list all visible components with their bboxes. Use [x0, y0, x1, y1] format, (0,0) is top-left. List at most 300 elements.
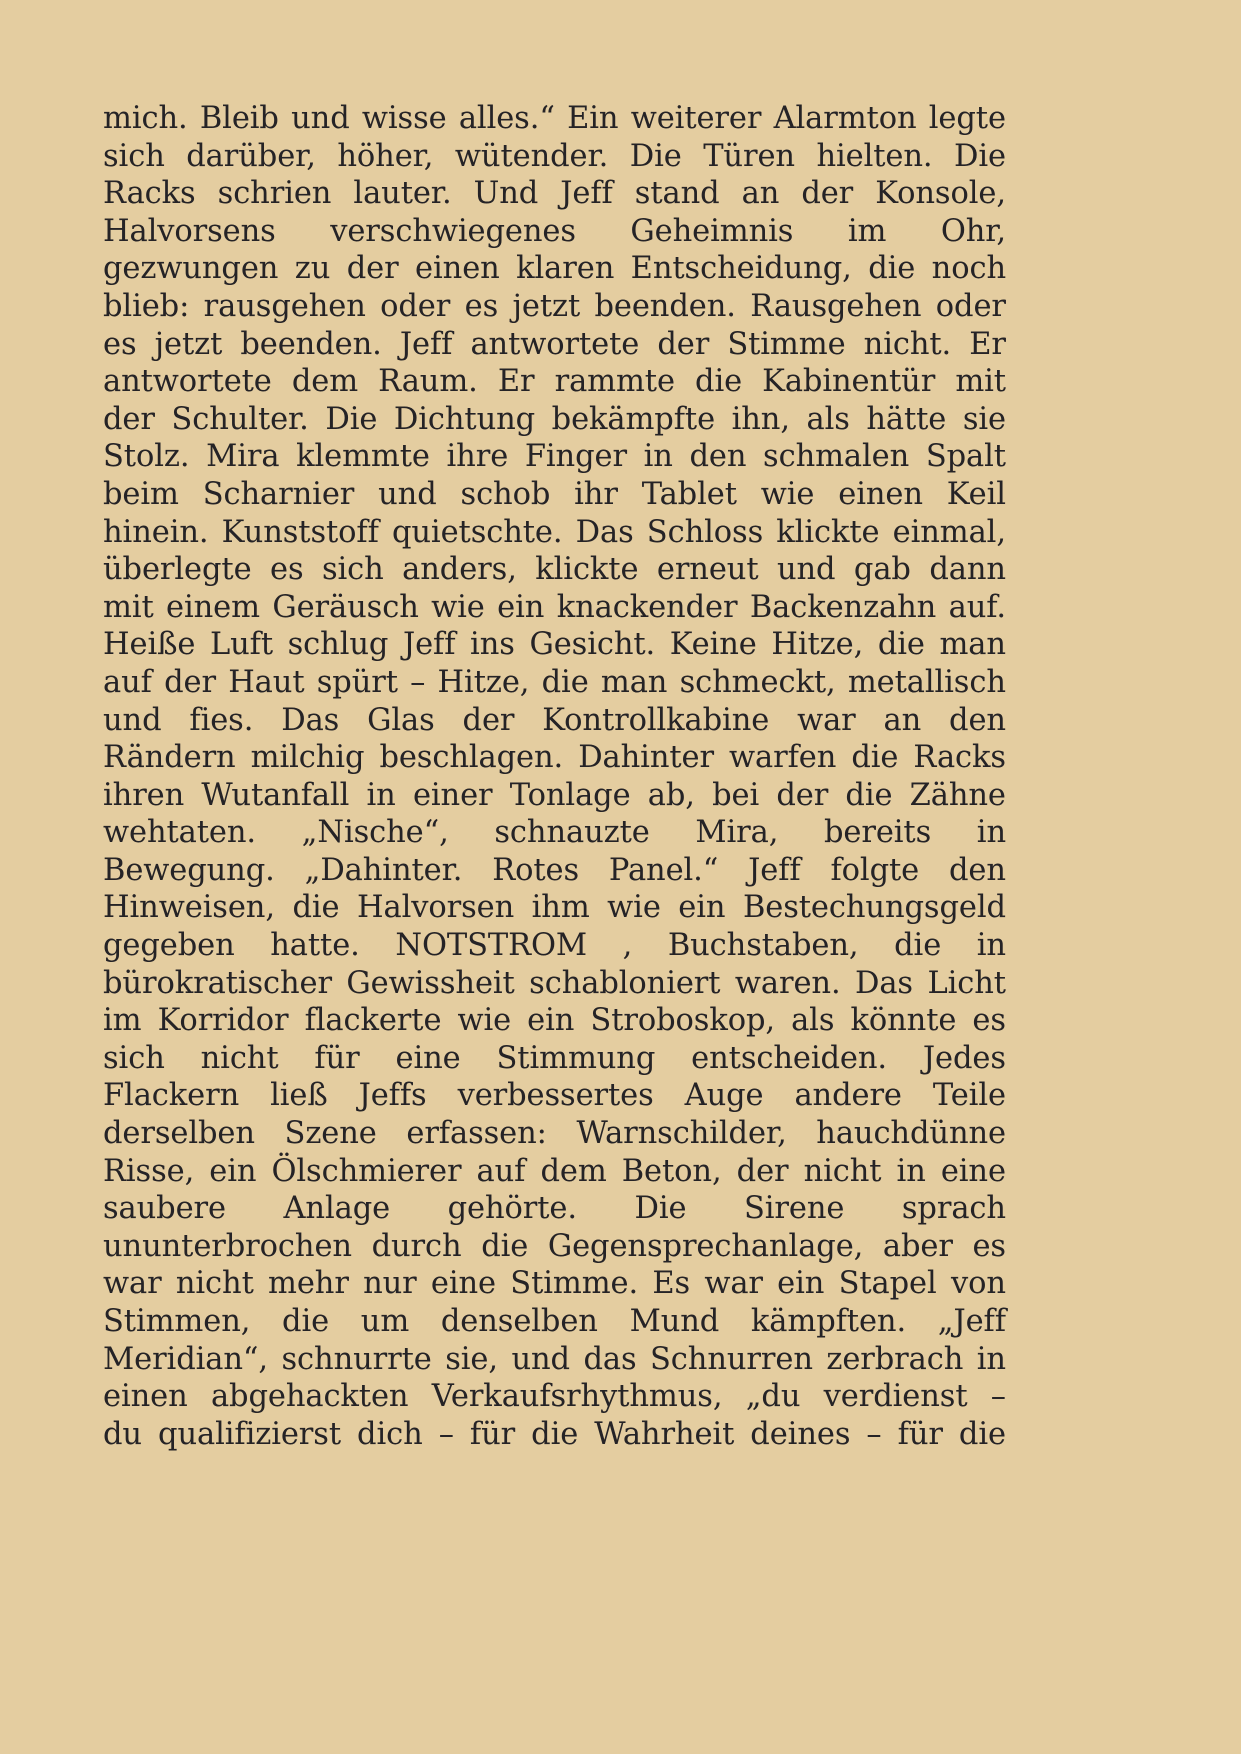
text-word: mit [955, 364, 1006, 400]
text-word: die [282, 1304, 330, 1339]
text-line [103, 702, 1006, 740]
text-word: spürt [316, 664, 398, 700]
text-word: schabloniert [529, 965, 721, 1001]
text-word: und [776, 552, 836, 588]
text-word: gab [853, 552, 911, 588]
text-word: den [689, 439, 747, 475]
text-word: gezwungen [103, 251, 279, 287]
text-word: durch [371, 1228, 462, 1264]
text-word: einer [412, 777, 493, 813]
text-word: Konsole, [875, 176, 1006, 212]
text-word: der [736, 1153, 789, 1189]
text-word: Meridian“, [103, 1341, 269, 1377]
text-word: saubere [103, 1191, 226, 1227]
text-word: der [164, 664, 216, 700]
text-word: im [847, 213, 887, 249]
text-word: warfen [729, 740, 837, 776]
text-word: wehtaten. [103, 815, 256, 851]
text-word: noch [931, 251, 1006, 287]
text-line [103, 250, 1006, 288]
text-word: der [776, 777, 829, 813]
text-word: eine [430, 1266, 497, 1302]
text-word: Jeff [402, 627, 456, 663]
text-line [103, 1153, 1006, 1191]
text-word: Keil [946, 476, 1006, 512]
text-word: Luft [209, 627, 273, 663]
text-line [103, 1303, 1006, 1341]
text-line [103, 1190, 1006, 1228]
text-word: Scharnier [202, 476, 355, 512]
text-line [103, 175, 1006, 213]
text-word: blieb: [103, 288, 190, 324]
text-word: in [643, 439, 673, 475]
text-word: entscheiden. [691, 1040, 888, 1076]
text-word: kämpften. [750, 1304, 907, 1339]
text-word: ein [497, 589, 545, 625]
text-word: Licht [927, 965, 1006, 1001]
text-word: die [851, 740, 899, 776]
text-word: Mira [206, 439, 280, 475]
text-word: ununterbrochen [103, 1228, 352, 1264]
text-line [103, 1002, 1006, 1040]
text-word: die [541, 664, 589, 700]
text-word: Finger [524, 439, 627, 475]
text-word: Racks [913, 740, 1006, 776]
text-line [103, 363, 1006, 401]
text-word: könnte [850, 1003, 957, 1039]
text-word: klickte [776, 514, 880, 550]
text-word: abgehackten [210, 1379, 409, 1415]
text-word: war [704, 1266, 763, 1302]
text-word: verbessertes [457, 1078, 654, 1114]
text-word: Hitze, [771, 627, 864, 663]
text-word: schmeckt, [679, 664, 836, 700]
text-word: Er [969, 326, 1006, 362]
text-word: war [103, 1266, 162, 1302]
text-word: man [939, 627, 1006, 663]
text-word: weiterer [630, 101, 762, 136]
text-line [103, 1341, 1006, 1379]
text-word: auf [476, 1153, 526, 1189]
text-word: ihre [446, 439, 509, 475]
text-line [103, 852, 1006, 890]
text-word: Flackern [103, 1078, 240, 1114]
text-word: den [949, 852, 1006, 888]
text-word: Stimme [727, 326, 846, 362]
text-line [103, 739, 1006, 777]
text-word: das [583, 1341, 637, 1377]
text-word: mehr [268, 1266, 349, 1302]
text-word: die [292, 890, 340, 926]
text-word: ließ [270, 1078, 328, 1114]
text-word: wütender. [454, 138, 609, 174]
text-word: Stroboskop, [590, 1003, 776, 1039]
text-line [103, 1265, 1006, 1303]
text-word: als [791, 1003, 835, 1039]
text-word: Schnurren [650, 1341, 813, 1377]
text-word: Jedes [922, 1040, 1006, 1076]
text-word: an [883, 702, 922, 738]
text-word: Teile [932, 1078, 1006, 1114]
text-word: schmalen [763, 439, 910, 475]
text-word: schnauzte [494, 815, 650, 851]
text-word: dich [357, 1416, 423, 1452]
text-word: auf. [948, 589, 1006, 625]
text-word: Kunststoff [221, 514, 379, 550]
text-word: Gegensprechanlage, [547, 1228, 864, 1264]
text-word: ein [678, 890, 726, 926]
text-line [103, 1416, 1006, 1454]
text-line [103, 326, 1006, 364]
text-line [103, 664, 1006, 702]
text-word: wie [431, 589, 485, 625]
text-word: Jeff [748, 852, 801, 888]
text-word: die [958, 1416, 1006, 1452]
text-word: du [103, 1416, 142, 1452]
text-word: war [797, 702, 856, 738]
text-word: ab, [647, 777, 695, 813]
text-word: dann [929, 552, 1006, 588]
text-word: hätte [866, 401, 947, 437]
text-word: für [469, 1416, 516, 1452]
text-word: schlug [287, 627, 389, 663]
text-word: und [378, 476, 437, 512]
text-word: metallisch [847, 664, 1006, 700]
text-word: hatte. [270, 928, 360, 964]
text-word: erneut [656, 552, 759, 588]
text-word: klaren [516, 251, 615, 287]
text-word: jetzt [154, 326, 223, 362]
text-word: wisse [361, 101, 447, 136]
text-word: Rausgehen [750, 288, 922, 324]
text-word: – [438, 1416, 454, 1452]
text-word: antwortete [470, 326, 640, 362]
text-word: die [481, 1228, 529, 1264]
text-word: Sirene [743, 1191, 845, 1227]
text-word: beschlagen. [379, 740, 564, 776]
text-line [103, 777, 1006, 815]
text-word: Risse, [103, 1153, 195, 1189]
text-line [103, 138, 1006, 176]
text-word: flackerte [304, 1003, 442, 1039]
text-word: der [346, 251, 399, 287]
text-word: Anlage [283, 1191, 391, 1227]
text-word: Tablet [641, 476, 737, 512]
text-word: Bleib [199, 101, 279, 136]
text-word: anders, [402, 552, 517, 588]
text-word: „Nische“, [301, 815, 449, 851]
text-word: mit [103, 589, 154, 625]
text-word: die [894, 928, 942, 964]
text-word: Auge [684, 1078, 764, 1114]
text-word: nicht [803, 1153, 882, 1189]
text-word: Zähne [909, 777, 1006, 813]
text-word: ein [527, 1003, 575, 1039]
text-word: es [270, 552, 304, 588]
text-word: sie, [445, 1341, 498, 1377]
text-word: es [464, 288, 499, 324]
text-word: deines [750, 1416, 851, 1452]
text-word: Warnschilder, [576, 1116, 787, 1152]
text-word: die [531, 1416, 579, 1452]
text-line [103, 1077, 1006, 1115]
text-word: und [511, 1341, 570, 1377]
text-word: verschwiegenes [330, 213, 576, 249]
text-word: derselben [103, 1116, 255, 1152]
text-line [103, 1040, 1006, 1078]
text-word: beenden. [594, 288, 736, 324]
text-word: einen [415, 251, 500, 287]
text-word: Er [497, 364, 535, 400]
text-word: Das [281, 702, 340, 738]
text-word: legte [928, 101, 1006, 136]
text-word: Jeff [399, 326, 453, 362]
text-word: andere [794, 1078, 902, 1114]
text-word: stand [634, 176, 720, 212]
text-word: eine [395, 1040, 461, 1076]
text-word: Spalt [925, 439, 1006, 475]
text-word: erfassen: [406, 1116, 547, 1152]
text-word: in [976, 1341, 1006, 1377]
text-line [103, 626, 1006, 664]
text-word: Dahinter [578, 740, 714, 776]
text-word: überlegte [103, 552, 252, 588]
text-line [103, 965, 1006, 1003]
text-word: lauter. [353, 176, 452, 212]
text-word: in [366, 777, 396, 813]
text-word: ihren [103, 777, 185, 813]
text-line [103, 438, 1006, 476]
text-word: sich [103, 1040, 165, 1076]
text-word: der [801, 176, 854, 212]
text-line [103, 551, 1006, 589]
text-word: wie [607, 890, 661, 926]
text-word: Stimmung [496, 1040, 656, 1076]
text-word: von [950, 1266, 1006, 1302]
text-word: nur [363, 1266, 417, 1302]
text-word: Stapel [838, 1266, 937, 1302]
text-word: sich [103, 138, 165, 174]
text-word: qualifizierst [158, 1416, 341, 1452]
text-word: sich [321, 552, 384, 588]
text-word: alles.“ [458, 101, 555, 136]
text-word: jetzt [512, 288, 581, 324]
text-word: schnurrte [281, 1341, 432, 1377]
text-word: Halvorsen [356, 890, 515, 926]
text-line [103, 100, 1006, 138]
text-word: Bewegung. [103, 852, 275, 888]
text-word: ihn, [731, 401, 790, 437]
text-word: oder [380, 288, 451, 324]
text-line [103, 401, 1006, 439]
text-word: ein [777, 1266, 825, 1302]
text-word: beim [103, 476, 179, 512]
text-word: auf [103, 664, 152, 700]
text-word: Beton, [621, 1153, 722, 1189]
text-word: man [600, 664, 668, 700]
text-word: einem [166, 589, 260, 625]
text-word: Szene [284, 1116, 377, 1152]
text-line [103, 476, 1006, 514]
text-word: Mund [629, 1304, 720, 1339]
text-word: die [868, 251, 916, 287]
text-word: wie [457, 1003, 512, 1039]
text-word: rausgehen [203, 288, 366, 324]
text-word: waren. [734, 965, 841, 1001]
text-word: hielten. [816, 138, 933, 174]
text-word: quietschte. [391, 514, 563, 550]
text-word: Türen [703, 138, 795, 174]
text-line [103, 1378, 1006, 1416]
text-word: Keine [669, 627, 757, 663]
text-word: es [972, 1228, 1006, 1264]
text-word: nicht [175, 1266, 254, 1302]
text-word: ein [209, 1153, 257, 1189]
text-word: für [897, 1416, 943, 1452]
text-word: Und [473, 176, 539, 212]
text-word: zerbrach [826, 1341, 964, 1377]
text-word: für [314, 1040, 360, 1076]
text-line [103, 1228, 1006, 1266]
text-word: Es [652, 1266, 691, 1302]
text-word: knackender [556, 589, 738, 625]
text-word: „Jeff [937, 1304, 1006, 1339]
text-line [103, 927, 1006, 965]
text-word: einen [838, 476, 923, 512]
text-word: die [845, 777, 893, 813]
text-word: Panel.“ [608, 852, 719, 888]
text-word: in [976, 815, 1006, 851]
text-line [103, 288, 1006, 326]
text-word: Heiße [103, 627, 196, 663]
text-word: Glas [367, 702, 435, 738]
text-line [103, 889, 1006, 927]
text-word: beenden. [240, 326, 382, 362]
text-word: gehörte. [447, 1191, 577, 1227]
text-word: Wutanfall [201, 777, 350, 813]
text-word: Die [325, 401, 378, 437]
text-word: Dichtung [393, 401, 536, 437]
text-word: Stimmen, [103, 1304, 251, 1339]
text-line [103, 514, 1006, 552]
text-line [103, 589, 1006, 627]
text-word: nicht. [863, 326, 952, 362]
text-word: oder [935, 288, 1006, 324]
text-word: Buchstaben, [667, 928, 859, 964]
text-word: hauchdünne [816, 1116, 1006, 1152]
text-word: Die [629, 138, 682, 174]
text-word: bürokratischer [103, 965, 332, 1001]
text-word: – [866, 1416, 882, 1452]
text-word: folgte [830, 852, 920, 888]
text-word: in [896, 1153, 926, 1189]
text-word: „du [745, 1379, 801, 1415]
body-text-column [103, 100, 1006, 1453]
text-word: Entscheidung, [630, 251, 852, 287]
text-word: Gewissheit [346, 965, 515, 1001]
text-word: Kabinentür [762, 364, 936, 400]
text-word: Tonlage [509, 777, 631, 813]
text-word: Haut [228, 664, 305, 700]
text-word: Die [634, 1191, 687, 1227]
text-word: um [360, 1304, 410, 1339]
text-word: Mira, [695, 815, 779, 851]
text-word: gegeben [103, 928, 235, 964]
text-word: es [103, 326, 137, 362]
text-word: Jeffs [358, 1078, 427, 1114]
text-word: mich. [103, 101, 188, 136]
text-word: nicht [200, 1040, 279, 1076]
text-word: im [103, 1003, 142, 1039]
text-word: Geheimnis [630, 213, 794, 249]
text-word: Hitze, [437, 664, 530, 700]
text-line [103, 1115, 1006, 1153]
text-word: NOTSTROM [395, 928, 588, 964]
text-word: Geräusch [272, 589, 419, 625]
text-word: – [410, 664, 426, 700]
text-word: , [622, 928, 633, 964]
text-word: Racks [103, 176, 196, 212]
text-word: aber [882, 1228, 953, 1264]
text-word: Wahrheit [594, 1416, 735, 1452]
text-word: ins [470, 627, 515, 663]
text-word: der [103, 401, 155, 437]
text-word: Das [575, 514, 634, 550]
text-word: ihm [531, 890, 590, 926]
text-word: Korridor [157, 1003, 289, 1039]
text-word: Rändern [103, 740, 236, 776]
text-word: Schloss [646, 514, 764, 550]
text-word: Rotes [492, 852, 580, 888]
text-word: Kontrollkabine [542, 702, 770, 738]
text-word: dem [540, 1153, 607, 1189]
text-word: klickte [535, 552, 639, 588]
text-word: Hinweisen, [103, 890, 275, 926]
text-word: Schulter. [171, 401, 309, 437]
text-word: milchig [250, 740, 365, 776]
text-word: Raum. [378, 364, 478, 400]
text-word: Das [855, 965, 913, 1001]
text-word: Ohr, [940, 213, 1006, 249]
text-word: Stimme. [510, 1266, 639, 1302]
text-word: einmal, [892, 514, 1006, 550]
text-word: und [103, 702, 162, 738]
text-word: – [990, 1379, 1006, 1415]
text-word: denselben [440, 1304, 598, 1339]
text-word: dem [291, 364, 359, 400]
text-word: Jeff [560, 176, 613, 212]
text-word: Halvorsens [103, 213, 276, 249]
text-word: Alarmton [773, 101, 917, 136]
text-word: schrien [217, 176, 332, 212]
text-word: Die [954, 138, 1006, 174]
text-word: Ein [567, 101, 619, 136]
text-word: an [741, 176, 780, 212]
text-word: und [291, 101, 350, 136]
text-word: eine [940, 1153, 1006, 1189]
text-word: der [462, 702, 515, 738]
text-word: der [657, 326, 710, 362]
text-word: als [806, 401, 850, 437]
text-word: einen [103, 1379, 188, 1415]
text-word: antwortete [103, 364, 272, 400]
text-word: zu [294, 251, 331, 287]
text-word: bereits [823, 815, 932, 851]
text-word: bei [712, 777, 760, 813]
text-word: Verkaufsrhythmus, [431, 1379, 723, 1415]
text-word: „Dahinter. [304, 852, 463, 888]
text-word: die [877, 627, 925, 663]
